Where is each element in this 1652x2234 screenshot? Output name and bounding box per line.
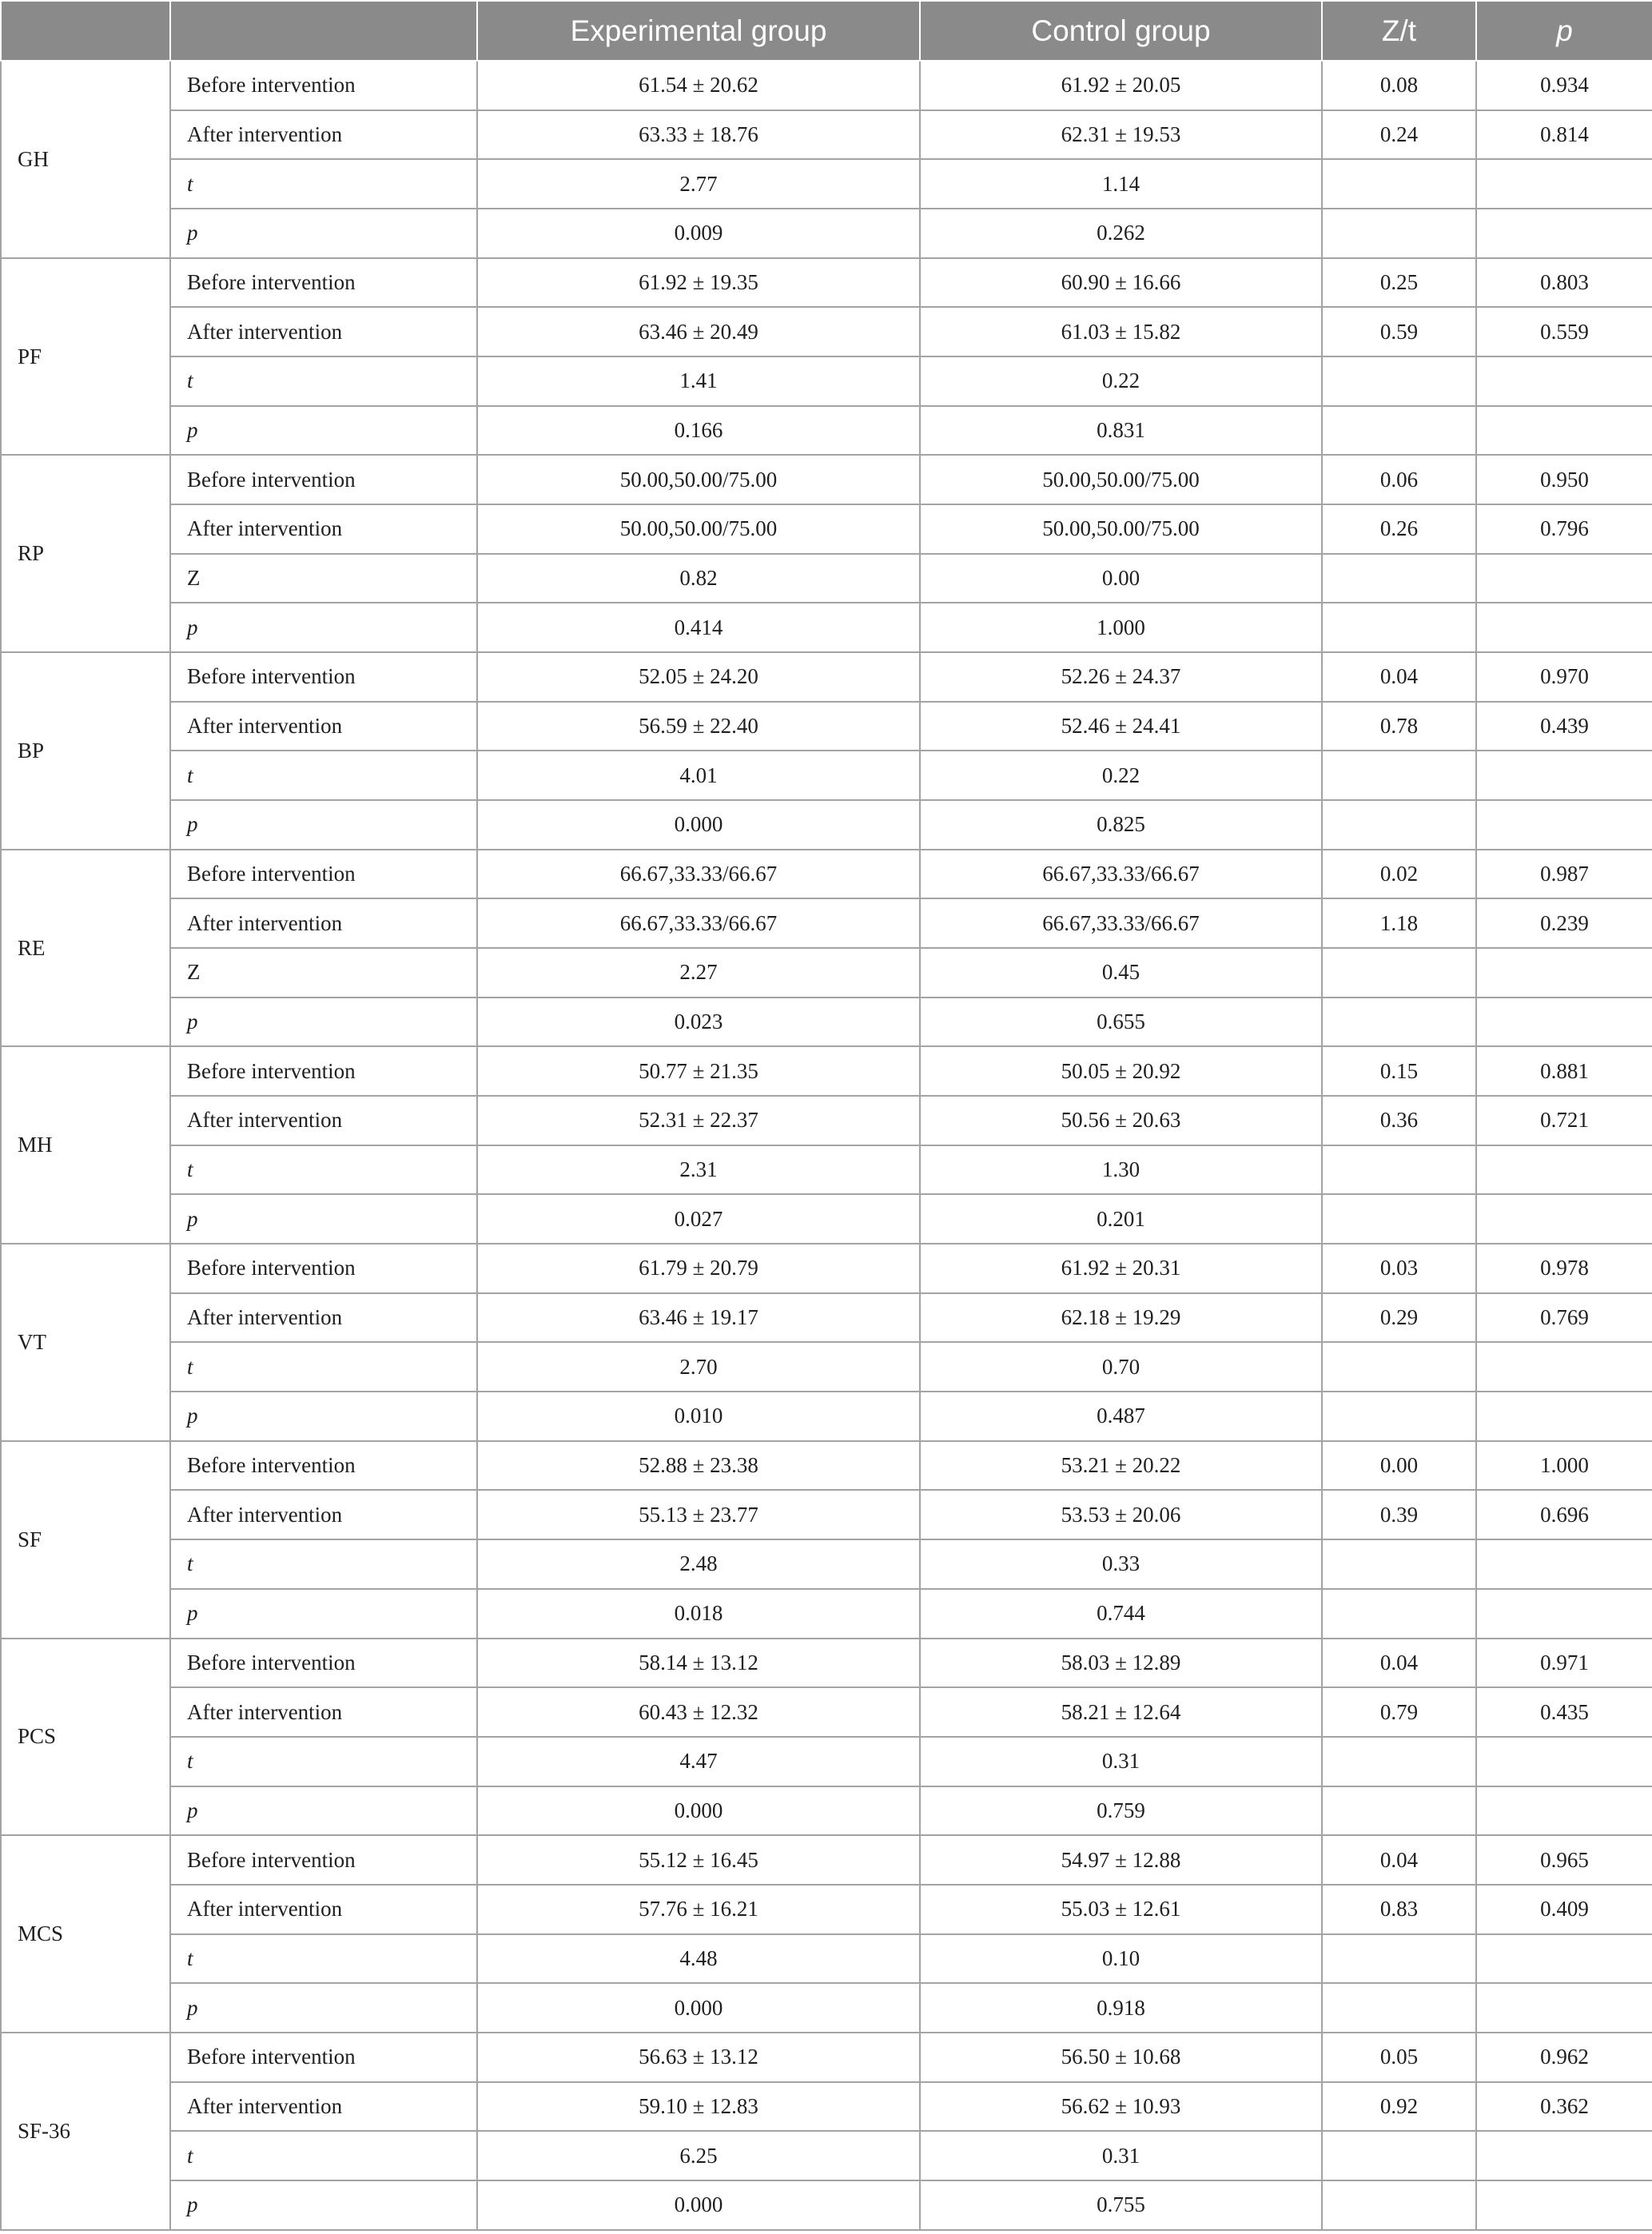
p-value-cell: 0.769	[1476, 1293, 1652, 1343]
row-label-cell: p	[170, 603, 477, 652]
zt-value-cell: 0.26	[1322, 504, 1476, 554]
control-value-cell: 0.262	[920, 209, 1322, 258]
row-label-cell: p	[170, 2180, 477, 2230]
table-row	[1, 1293, 1652, 1343]
row-label-cell: t	[170, 1934, 477, 1984]
metric-cell: RP	[1, 455, 170, 652]
zt-value-cell	[1322, 209, 1476, 258]
experimental-value-cell: 4.48	[477, 1934, 920, 1984]
table-row	[1, 406, 1652, 456]
p-value-cell	[1476, 603, 1652, 652]
zt-value-cell	[1322, 1934, 1476, 1984]
control-value-cell: 56.50 ± 10.68	[920, 2033, 1322, 2082]
table-row	[1, 1737, 1652, 1786]
table-row	[1, 603, 1652, 652]
row-label-cell: t	[170, 751, 477, 800]
table-row	[1, 2082, 1652, 2132]
p-value-cell	[1476, 2131, 1652, 2180]
p-value-cell	[1476, 1539, 1652, 1589]
control-value-cell: 0.22	[920, 356, 1322, 406]
zt-value-cell	[1322, 1786, 1476, 1836]
row-label-cell: t	[170, 1539, 477, 1589]
zt-value-cell	[1322, 751, 1476, 800]
experimental-value-cell: 0.027	[477, 1194, 920, 1244]
experimental-value-cell: 4.47	[477, 1737, 920, 1786]
experimental-value-cell: 61.54 ± 20.62	[477, 61, 920, 110]
zt-value-cell	[1322, 603, 1476, 652]
zt-value-cell	[1322, 1539, 1476, 1589]
control-value-cell: 0.201	[920, 1194, 1322, 1244]
table-row	[1, 307, 1652, 356]
experimental-value-cell: 0.000	[477, 1786, 920, 1836]
control-value-cell: 61.03 ± 15.82	[920, 307, 1322, 356]
experimental-value-cell: 50.00,50.00/75.00	[477, 455, 920, 504]
table-row	[1, 209, 1652, 258]
experimental-value-cell: 55.12 ± 16.45	[477, 1835, 920, 1885]
row-label-cell: After intervention	[170, 1687, 477, 1737]
zt-value-cell: 0.25	[1322, 258, 1476, 308]
p-value-cell: 0.950	[1476, 455, 1652, 504]
experimental-value-cell: 63.46 ± 20.49	[477, 307, 920, 356]
control-value-cell: 61.92 ± 20.31	[920, 1244, 1322, 1293]
metric-cell: PF	[1, 258, 170, 456]
p-value-cell: 0.971	[1476, 1639, 1652, 1688]
zt-value-cell	[1322, 1983, 1476, 2033]
control-value-cell: 0.00	[920, 554, 1322, 603]
row-label-cell: t	[170, 2131, 477, 2180]
zt-value-cell: 0.39	[1322, 1490, 1476, 1539]
table-row	[1, 258, 1652, 308]
header-empty-metric	[1, 1, 170, 61]
zt-value-cell: 0.08	[1322, 61, 1476, 110]
table-row	[1, 356, 1652, 406]
p-value-cell: 0.409	[1476, 1885, 1652, 1934]
p-value-cell: 0.934	[1476, 61, 1652, 110]
control-value-cell: 54.97 ± 12.88	[920, 1835, 1322, 1885]
row-label-cell: After intervention	[170, 1885, 477, 1934]
row-label-cell: After intervention	[170, 307, 477, 356]
row-label-cell: Before intervention	[170, 61, 477, 110]
experimental-value-cell: 0.82	[477, 554, 920, 603]
experimental-value-cell: 0.018	[477, 1589, 920, 1639]
control-value-cell: 50.00,50.00/75.00	[920, 455, 1322, 504]
row-label-cell: Before intervention	[170, 2033, 477, 2082]
table-row	[1, 2131, 1652, 2180]
p-value-cell	[1476, 554, 1652, 603]
p-value-cell: 0.435	[1476, 1687, 1652, 1737]
experimental-value-cell: 58.14 ± 13.12	[477, 1639, 920, 1688]
p-value-cell: 0.696	[1476, 1490, 1652, 1539]
table-row	[1, 1441, 1652, 1491]
table-row	[1, 1046, 1652, 1096]
zt-value-cell: 0.83	[1322, 1885, 1476, 1934]
experimental-value-cell: 66.67,33.33/66.67	[477, 850, 920, 899]
row-label-cell: p	[170, 1786, 477, 1836]
experimental-value-cell: 52.05 ± 24.20	[477, 652, 920, 702]
control-value-cell: 52.46 ± 24.41	[920, 702, 1322, 751]
zt-value-cell	[1322, 800, 1476, 850]
zt-value-cell: 0.36	[1322, 1096, 1476, 1145]
control-value-cell: 0.487	[920, 1392, 1322, 1441]
zt-value-cell	[1322, 356, 1476, 406]
zt-value-cell: 0.06	[1322, 455, 1476, 504]
table-row	[1, 2180, 1652, 2230]
metric-cell: SF	[1, 1441, 170, 1639]
experimental-value-cell: 61.79 ± 20.79	[477, 1244, 920, 1293]
zt-value-cell	[1322, 998, 1476, 1047]
table-row	[1, 1096, 1652, 1145]
metric-cell: SF-36	[1, 2033, 170, 2230]
metric-cell: GH	[1, 61, 170, 258]
control-value-cell: 52.26 ± 24.37	[920, 652, 1322, 702]
control-value-cell: 58.03 ± 12.89	[920, 1639, 1322, 1688]
control-value-cell: 0.45	[920, 948, 1322, 998]
header-empty-label	[170, 1, 477, 61]
row-label-cell: p	[170, 1589, 477, 1639]
zt-value-cell: 0.92	[1322, 2082, 1476, 2132]
control-value-cell: 0.755	[920, 2180, 1322, 2230]
row-label-cell: t	[170, 1737, 477, 1786]
row-label-cell: Before intervention	[170, 258, 477, 308]
header-control-group: Control group	[920, 1, 1322, 61]
p-value-cell	[1476, 800, 1652, 850]
table-row	[1, 1687, 1652, 1737]
metric-cell: PCS	[1, 1639, 170, 1836]
control-value-cell: 53.21 ± 20.22	[920, 1441, 1322, 1491]
zt-value-cell	[1322, 1589, 1476, 1639]
zt-value-cell: 0.78	[1322, 702, 1476, 751]
control-value-cell: 50.05 ± 20.92	[920, 1046, 1322, 1096]
control-value-cell: 0.744	[920, 1589, 1322, 1639]
experimental-value-cell: 0.000	[477, 800, 920, 850]
header-row	[1, 1, 1652, 61]
row-label-cell: Before intervention	[170, 1441, 477, 1491]
control-value-cell: 0.759	[920, 1786, 1322, 1836]
p-value-cell: 1.000	[1476, 1441, 1652, 1491]
zt-value-cell: 0.29	[1322, 1293, 1476, 1343]
table-row	[1, 898, 1652, 948]
control-value-cell: 50.00,50.00/75.00	[920, 504, 1322, 554]
experimental-value-cell: 52.31 ± 22.37	[477, 1096, 920, 1145]
control-value-cell: 66.67,33.33/66.67	[920, 898, 1322, 948]
row-label-cell: t	[170, 1145, 477, 1195]
experimental-value-cell: 2.48	[477, 1539, 920, 1589]
zt-value-cell: 0.04	[1322, 652, 1476, 702]
control-value-cell: 0.22	[920, 751, 1322, 800]
table-row	[1, 850, 1652, 899]
zt-value-cell: 1.18	[1322, 898, 1476, 948]
p-value-cell	[1476, 751, 1652, 800]
control-value-cell: 0.33	[920, 1539, 1322, 1589]
table-row	[1, 61, 1652, 110]
table-row	[1, 1885, 1652, 1934]
p-value-cell	[1476, 1983, 1652, 2033]
row-label-cell: After intervention	[170, 898, 477, 948]
control-value-cell: 0.10	[920, 1934, 1322, 1984]
row-label-cell: Before intervention	[170, 455, 477, 504]
p-value-cell: 0.803	[1476, 258, 1652, 308]
row-label-cell: p	[170, 1392, 477, 1441]
zt-value-cell: 0.02	[1322, 850, 1476, 899]
zt-value-cell: 0.15	[1322, 1046, 1476, 1096]
table-row	[1, 1639, 1652, 1688]
table-row	[1, 751, 1652, 800]
header-experimental-group: Experimental group	[477, 1, 920, 61]
zt-value-cell	[1322, 406, 1476, 456]
p-value-cell	[1476, 406, 1652, 456]
experimental-value-cell: 61.92 ± 19.35	[477, 258, 920, 308]
p-value-cell: 0.970	[1476, 652, 1652, 702]
control-value-cell: 0.31	[920, 2131, 1322, 2180]
table-row	[1, 702, 1652, 751]
row-label-cell: Before intervention	[170, 1244, 477, 1293]
table-row	[1, 800, 1652, 850]
row-label-cell: After intervention	[170, 1490, 477, 1539]
table-row	[1, 1934, 1652, 1984]
experimental-value-cell: 63.46 ± 19.17	[477, 1293, 920, 1343]
row-label-cell: t	[170, 1342, 477, 1392]
p-value-cell: 0.721	[1476, 1096, 1652, 1145]
experimental-value-cell: 63.33 ± 18.76	[477, 110, 920, 160]
table-row	[1, 1835, 1652, 1885]
metric-cell: MCS	[1, 1835, 170, 2033]
p-value-cell	[1476, 2180, 1652, 2230]
table-row	[1, 652, 1652, 702]
header-zt: Z/t	[1322, 1, 1476, 61]
p-value-cell	[1476, 1392, 1652, 1441]
experimental-value-cell: 52.88 ± 23.38	[477, 1441, 920, 1491]
row-label-cell: Before intervention	[170, 1835, 477, 1885]
row-label-cell: Before intervention	[170, 850, 477, 899]
zt-value-cell	[1322, 1145, 1476, 1195]
p-value-cell: 0.559	[1476, 307, 1652, 356]
table-row	[1, 1589, 1652, 1639]
control-value-cell: 61.92 ± 20.05	[920, 61, 1322, 110]
row-label-cell: t	[170, 159, 477, 209]
table-row	[1, 159, 1652, 209]
zt-value-cell: 0.00	[1322, 1441, 1476, 1491]
control-value-cell: 1.14	[920, 159, 1322, 209]
control-value-cell: 0.918	[920, 1983, 1322, 2033]
row-label-cell: After intervention	[170, 1293, 477, 1343]
control-value-cell: 1.30	[920, 1145, 1322, 1195]
row-label-cell: After intervention	[170, 2082, 477, 2132]
p-value-cell	[1476, 1145, 1652, 1195]
control-value-cell: 62.18 ± 19.29	[920, 1293, 1322, 1343]
header-p: p	[1476, 1, 1652, 61]
zt-value-cell: 0.79	[1322, 1687, 1476, 1737]
metric-cell: BP	[1, 652, 170, 850]
control-value-cell: 55.03 ± 12.61	[920, 1885, 1322, 1934]
p-value-cell: 0.881	[1476, 1046, 1652, 1096]
row-label-cell: p	[170, 406, 477, 456]
row-label-cell: After intervention	[170, 702, 477, 751]
experimental-value-cell: 2.31	[477, 1145, 920, 1195]
control-value-cell: 0.31	[920, 1737, 1322, 1786]
experimental-value-cell: 0.166	[477, 406, 920, 456]
p-value-cell	[1476, 1589, 1652, 1639]
zt-value-cell	[1322, 1194, 1476, 1244]
p-value-cell: 0.796	[1476, 504, 1652, 554]
table-row	[1, 1194, 1652, 1244]
experimental-value-cell: 2.27	[477, 948, 920, 998]
table-row	[1, 998, 1652, 1047]
experimental-value-cell: 2.77	[477, 159, 920, 209]
experimental-value-cell: 0.023	[477, 998, 920, 1047]
table-row	[1, 948, 1652, 998]
metric-cell: MH	[1, 1046, 170, 1244]
row-label-cell: After intervention	[170, 1096, 477, 1145]
row-label-cell: Before intervention	[170, 652, 477, 702]
experimental-value-cell: 0.000	[477, 1983, 920, 2033]
control-value-cell: 50.56 ± 20.63	[920, 1096, 1322, 1145]
table-body	[1, 61, 1652, 2230]
p-value-cell: 0.987	[1476, 850, 1652, 899]
experimental-value-cell: 59.10 ± 12.83	[477, 2082, 920, 2132]
table-row	[1, 1539, 1652, 1589]
experimental-value-cell: 57.76 ± 16.21	[477, 1885, 920, 1934]
experimental-value-cell: 0.010	[477, 1392, 920, 1441]
control-value-cell: 62.31 ± 19.53	[920, 110, 1322, 160]
p-value-cell: 0.239	[1476, 898, 1652, 948]
zt-value-cell	[1322, 554, 1476, 603]
zt-value-cell	[1322, 2180, 1476, 2230]
zt-value-cell: 0.03	[1322, 1244, 1476, 1293]
row-label-cell: After intervention	[170, 504, 477, 554]
experimental-value-cell: 0.000	[477, 2180, 920, 2230]
zt-value-cell	[1322, 1737, 1476, 1786]
experimental-value-cell: 0.414	[477, 603, 920, 652]
experimental-value-cell: 60.43 ± 12.32	[477, 1687, 920, 1737]
experimental-value-cell: 6.25	[477, 2131, 920, 2180]
table-row	[1, 1983, 1652, 2033]
p-value-cell	[1476, 998, 1652, 1047]
p-value-cell	[1476, 1737, 1652, 1786]
table-row	[1, 1244, 1652, 1293]
experimental-value-cell: 66.67,33.33/66.67	[477, 898, 920, 948]
row-label-cell: p	[170, 209, 477, 258]
experimental-value-cell: 55.13 ± 23.77	[477, 1490, 920, 1539]
row-label-cell: Before intervention	[170, 1046, 477, 1096]
control-value-cell: 0.655	[920, 998, 1322, 1047]
p-value-cell	[1476, 1786, 1652, 1836]
p-value-cell: 0.439	[1476, 702, 1652, 751]
control-value-cell: 0.70	[920, 1342, 1322, 1392]
zt-value-cell: 0.05	[1322, 2033, 1476, 2082]
zt-value-cell	[1322, 2131, 1476, 2180]
zt-value-cell	[1322, 1392, 1476, 1441]
row-label-cell: Z	[170, 948, 477, 998]
experimental-value-cell: 50.00,50.00/75.00	[477, 504, 920, 554]
p-value-cell	[1476, 159, 1652, 209]
control-value-cell: 1.000	[920, 603, 1322, 652]
row-label-cell: Z	[170, 554, 477, 603]
experimental-value-cell: 1.41	[477, 356, 920, 406]
p-value-cell: 0.362	[1476, 2082, 1652, 2132]
row-label-cell: p	[170, 998, 477, 1047]
p-value-cell	[1476, 1934, 1652, 1984]
table-row	[1, 455, 1652, 504]
control-value-cell: 0.831	[920, 406, 1322, 456]
p-value-cell	[1476, 1342, 1652, 1392]
experimental-value-cell: 4.01	[477, 751, 920, 800]
zt-value-cell	[1322, 159, 1476, 209]
table-row	[1, 1392, 1652, 1441]
table-row	[1, 554, 1652, 603]
zt-value-cell: 0.59	[1322, 307, 1476, 356]
experimental-value-cell: 0.009	[477, 209, 920, 258]
row-label-cell: p	[170, 1983, 477, 2033]
zt-value-cell	[1322, 1342, 1476, 1392]
p-value-cell: 0.962	[1476, 2033, 1652, 2082]
row-label-cell: p	[170, 1194, 477, 1244]
p-value-cell: 0.965	[1476, 1835, 1652, 1885]
row-label-cell: t	[170, 356, 477, 406]
control-value-cell: 66.67,33.33/66.67	[920, 850, 1322, 899]
p-value-cell	[1476, 948, 1652, 998]
p-value-cell	[1476, 356, 1652, 406]
row-label-cell: p	[170, 800, 477, 850]
control-value-cell: 0.825	[920, 800, 1322, 850]
experimental-value-cell: 2.70	[477, 1342, 920, 1392]
table-row	[1, 1342, 1652, 1392]
p-value-cell: 0.978	[1476, 1244, 1652, 1293]
row-label-cell: Before intervention	[170, 1639, 477, 1688]
experimental-value-cell: 56.63 ± 13.12	[477, 2033, 920, 2082]
zt-value-cell	[1322, 948, 1476, 998]
table-row	[1, 1490, 1652, 1539]
table-row	[1, 504, 1652, 554]
control-value-cell: 60.90 ± 16.66	[920, 258, 1322, 308]
row-label-cell: After intervention	[170, 110, 477, 160]
metric-cell: RE	[1, 850, 170, 1047]
table-row	[1, 110, 1652, 160]
p-value-cell	[1476, 209, 1652, 258]
table-row	[1, 1786, 1652, 1836]
table-row	[1, 1145, 1652, 1195]
metric-cell: VT	[1, 1244, 170, 1441]
zt-value-cell: 0.04	[1322, 1835, 1476, 1885]
control-value-cell: 56.62 ± 10.93	[920, 2082, 1322, 2132]
zt-value-cell: 0.04	[1322, 1639, 1476, 1688]
control-value-cell: 58.21 ± 12.64	[920, 1687, 1322, 1737]
zt-value-cell: 0.24	[1322, 110, 1476, 160]
table-row	[1, 2033, 1652, 2082]
experimental-value-cell: 56.59 ± 22.40	[477, 702, 920, 751]
experimental-value-cell: 50.77 ± 21.35	[477, 1046, 920, 1096]
p-value-cell	[1476, 1194, 1652, 1244]
control-value-cell: 53.53 ± 20.06	[920, 1490, 1322, 1539]
p-value-cell: 0.814	[1476, 110, 1652, 160]
